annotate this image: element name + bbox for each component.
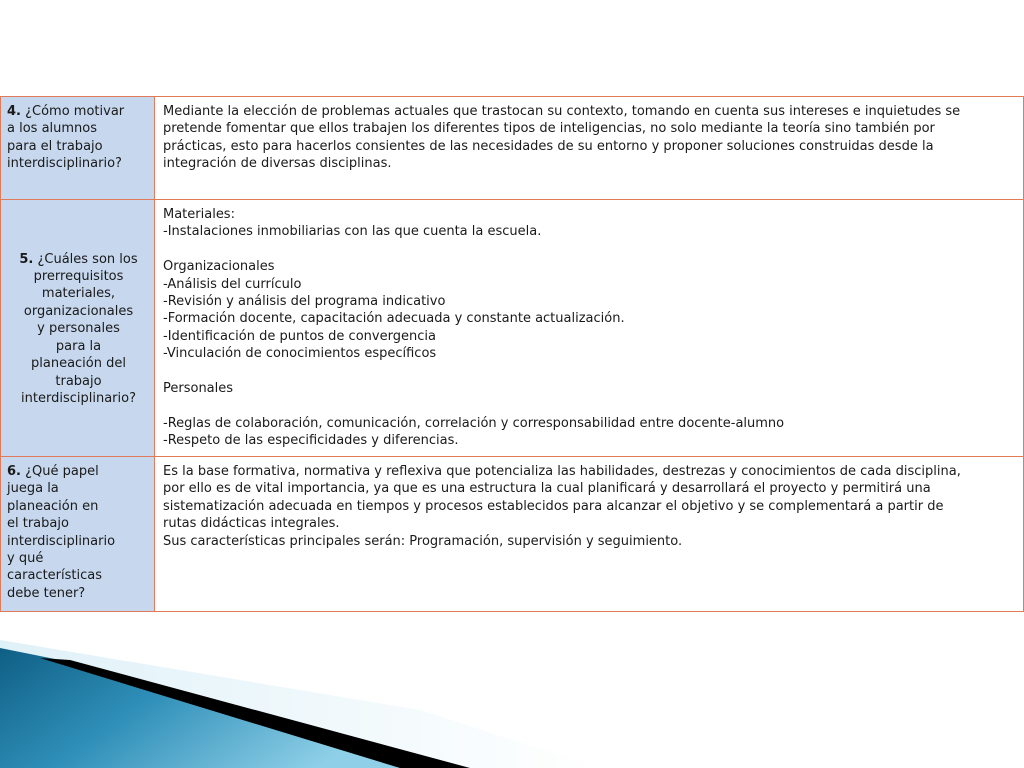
answer-line: Es la base formativa, normativa y reflexiva que potencializa las habilidades, destrezas y conocimientos de cada disciplina, — [163, 464, 961, 479]
question-text: ¿Cómo motivar a los alumnos para el trabajo interdisciplinario? — [7, 104, 125, 172]
answer-cell — [155, 457, 1024, 612]
answer-line: Mediante la elección de problemas actuales que trastocan su contexto, tomando en cuenta sus intereses e inquietudes se — [163, 104, 961, 119]
table-row — [1, 200, 1024, 457]
answer-line: integración de diversas disciplinas. — [163, 156, 392, 172]
question-number: 6. — [7, 464, 21, 479]
question-text: ¿Qué papel juega la planeación en el trabajo interdisciplinario y qué características debe tener? — [7, 464, 116, 601]
answer-line: -Vinculación de conocimientos específicos — [163, 346, 437, 362]
answer-line: -Reglas de colaboración, comunicación, correlación y corresponsabilidad entre docente-alumno — [163, 415, 785, 431]
answer-line: Personales — [163, 381, 234, 397]
question-number: 5. — [19, 251, 34, 267]
answer-line: -Análisis del currículo — [163, 276, 302, 292]
table-row — [1, 457, 1024, 612]
table-row — [1, 97, 1024, 200]
answer-line — [163, 397, 1015, 414]
answer-line: -Formación docente, capacitación adecuada y constante actualización. — [163, 311, 625, 327]
questions-table — [0, 96, 1024, 612]
answer-line: -Identificación de puntos de convergencia — [163, 328, 436, 344]
answer-line: prácticas, esto para hacerlos consientes de las necesidades de su entorno y proponer soluciones construidas desde la — [163, 138, 934, 154]
answer-line: Sus características principales serán: Programación, supervisión y seguimiento. — [163, 533, 683, 549]
question-cell — [1, 97, 155, 200]
answer-line — [163, 363, 1015, 380]
decorative-wave-graphic — [0, 630, 1024, 768]
answer-line: pretende fomentar que ellos trabajen los diferentes tipos de inteligencias, no solo mediante la teoría sino también por — [163, 121, 935, 137]
answer-line: -Respeto de las especificidades y diferencias. — [163, 433, 459, 449]
question-cell — [1, 200, 155, 457]
answer-cell — [155, 200, 1024, 457]
answer-cell — [155, 97, 1024, 200]
question-text: ¿Cuáles son los prerrequisitos materiales, organizacionales y personales para la planeación del trabajo interdisciplinario? — [21, 251, 138, 406]
question-number: 4. — [7, 104, 21, 119]
answer-line: -Revisión y análisis del programa indicativo — [163, 294, 446, 310]
question-cell — [1, 457, 155, 612]
answer-line: Organizacionales — [163, 259, 275, 275]
answer-line: sistematización adecuada en tiempos y procesos establecidos para alcanzar el objetivo y se complementará a partir de — [163, 498, 944, 514]
answer-line: Materiales: — [163, 207, 235, 222]
answer-line: -Instalaciones inmobiliarias con las que cuenta la escuela. — [163, 224, 542, 240]
answer-line — [163, 241, 1015, 258]
answer-line: por ello es de vital importancia, ya que es una estructura la cual planificará y desarrollará el proyecto y permitirá una — [163, 481, 931, 497]
answer-line: rutas didácticas integrales. — [163, 516, 340, 532]
